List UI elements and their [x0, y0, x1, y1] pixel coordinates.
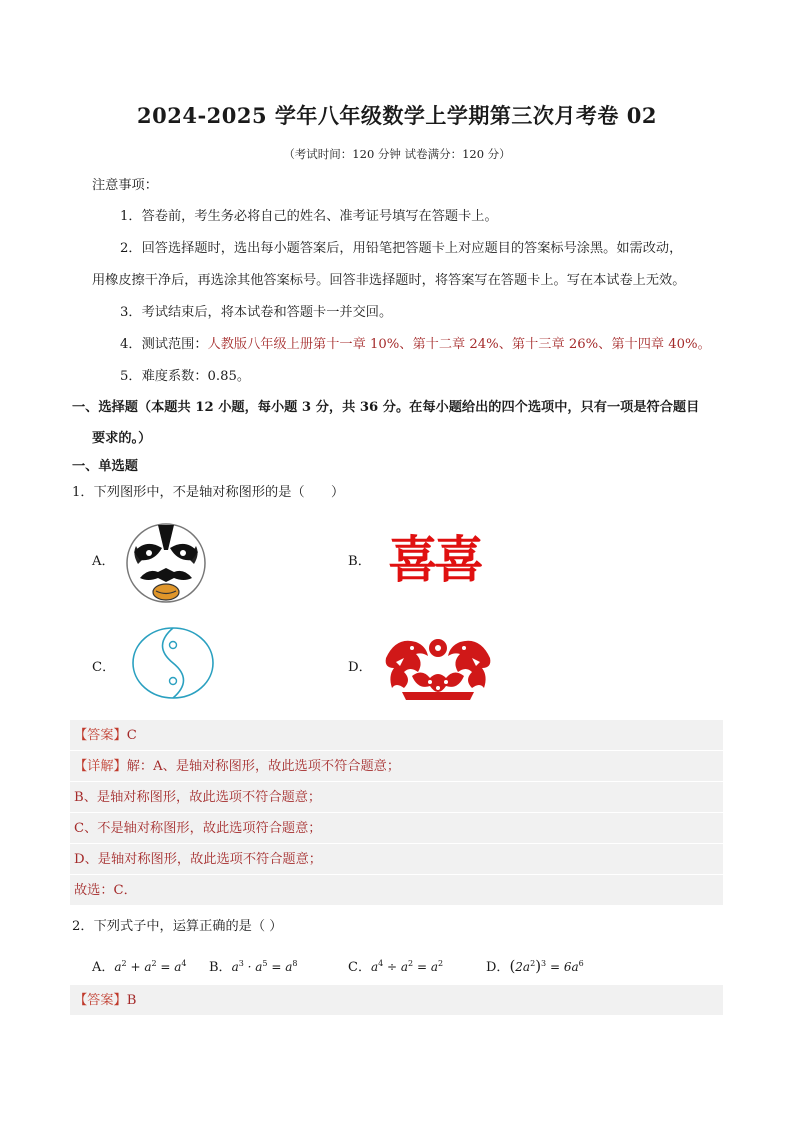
note-item-5: 5．难度系数：0.85。 — [120, 369, 251, 384]
mask-right-eye — [180, 550, 186, 556]
q2-option-d — [486, 955, 584, 977]
q2-option-c — [348, 955, 443, 977]
q1-detail-row-1 — [70, 751, 723, 782]
double-happiness-figure: 喜喜 — [388, 531, 480, 589]
notes-heading: 注意事项： — [92, 178, 158, 193]
q1-detail-1: 解：A、是轴对称图形，故此选项不符合题意； — [126, 759, 401, 774]
q1-stem: 1．下列图形中，不是轴对称图形的是（ ） — [72, 485, 345, 500]
q2-option-c-formula: $a^4 \div a^2 = a^2$ — [370, 959, 444, 974]
q2-answer-block — [70, 985, 723, 1016]
dragon-cut-c — [436, 686, 440, 690]
dragon-cut-a — [428, 680, 432, 684]
q1-detail-4: D、是轴对称图形，故此选项不符合题意； — [70, 844, 723, 875]
q1-answer-tag: 【答案】 — [74, 728, 127, 743]
q1-option-b-label: B． — [348, 554, 371, 569]
dragon-left-eye — [410, 646, 414, 650]
q1-detail-3: C、不是轴对称图形，故此选项符合题意； — [70, 813, 723, 844]
paper-cut-dragons-figure — [382, 628, 494, 704]
q1-answer-row — [70, 720, 723, 751]
q2-option-a-label: A． — [92, 960, 115, 975]
q1-detail-5: 故选：C． — [70, 875, 723, 906]
q2-option-c-label: C． — [348, 960, 371, 975]
q1-option-a-label: A． — [92, 554, 115, 569]
q1-answer-value: C — [126, 728, 137, 743]
q1-answer-block — [70, 720, 723, 906]
q2-answer-value: B — [126, 993, 137, 1008]
q2-option-b-label: B． — [209, 960, 232, 975]
taiji-upper-dot — [170, 642, 177, 649]
dragon-base — [402, 692, 474, 700]
q1-detail-tag: 【详解】 — [74, 759, 127, 774]
q2-option-b-formula: $a^3 \cdot a^5 = a^8$ — [231, 959, 298, 974]
dragon-pearl-hole — [435, 645, 441, 651]
section-heading: 一、选择题（本题共 12 小题，每小题 3 分，共 36 分。在每小题给出的四个选项中，只有一项是符合题目 — [72, 400, 700, 415]
q2-option-a — [92, 955, 187, 977]
q2-option-a-formula: $a^2 + a^2 = a^4$ — [114, 959, 187, 974]
section-heading-cont: 要求的。） — [92, 431, 152, 446]
q1-option-d-label: D． — [348, 660, 372, 675]
note-item-2b: 用橡皮擦干净后，再选涂其他答案标号。回答非选择题时，将答案写在答题卡上。写在本试卷上无效。 — [92, 273, 686, 288]
q2-option-b — [209, 955, 297, 977]
q2-option-d-formula: $(2a^2)^3 = 6a^6$ — [509, 957, 584, 975]
note-item-3: 3．考试结束后，将本试卷和答题卡一并交回。 — [120, 305, 393, 320]
q2-answer-row — [70, 985, 723, 1016]
q2-stem: 2．下列式子中，运算正确的是（ ） — [72, 919, 283, 934]
q2-option-d-label: D． — [486, 960, 510, 975]
dragon-right-eye — [462, 646, 466, 650]
note-item-4-prefix: 4．测试范围： — [120, 337, 208, 352]
note-item-2a: 2．回答选择题时，选出每小题答案后，用铅笔把答题卡上对应题目的答案标号涂黑。如需改动， — [120, 241, 683, 256]
taiji-figure — [130, 626, 216, 700]
exam-subtitle: （考试时间：120 分钟 试卷满分：120 分） — [283, 147, 511, 161]
dragon-cut-b — [444, 680, 448, 684]
taiji-lower-dot — [170, 678, 177, 685]
q2-answer-tag: 【答案】 — [74, 993, 127, 1008]
taiji-divider — [163, 628, 184, 698]
mask-left-eye — [146, 550, 152, 556]
note-item-4-range: 人教版八年级上册第十一章 10%、第十二章 24%、第十三章 26%、第十四章 40%。 — [207, 337, 711, 352]
note-item-4 — [120, 336, 711, 354]
subsection-heading: 一、单选题 — [72, 459, 138, 474]
opera-mask-figure — [118, 520, 214, 606]
q1-option-c-label: C． — [92, 660, 116, 675]
q1-detail-2: B、是轴对称图形，故此选项不符合题意； — [70, 782, 723, 813]
note-item-1: 1．答卷前，考生务必将自己的姓名、准考证号填写在答题卡上。 — [120, 209, 498, 224]
exam-title: 2024-2025 学年八年级数学上学期第三次月考卷 02 — [137, 103, 657, 128]
